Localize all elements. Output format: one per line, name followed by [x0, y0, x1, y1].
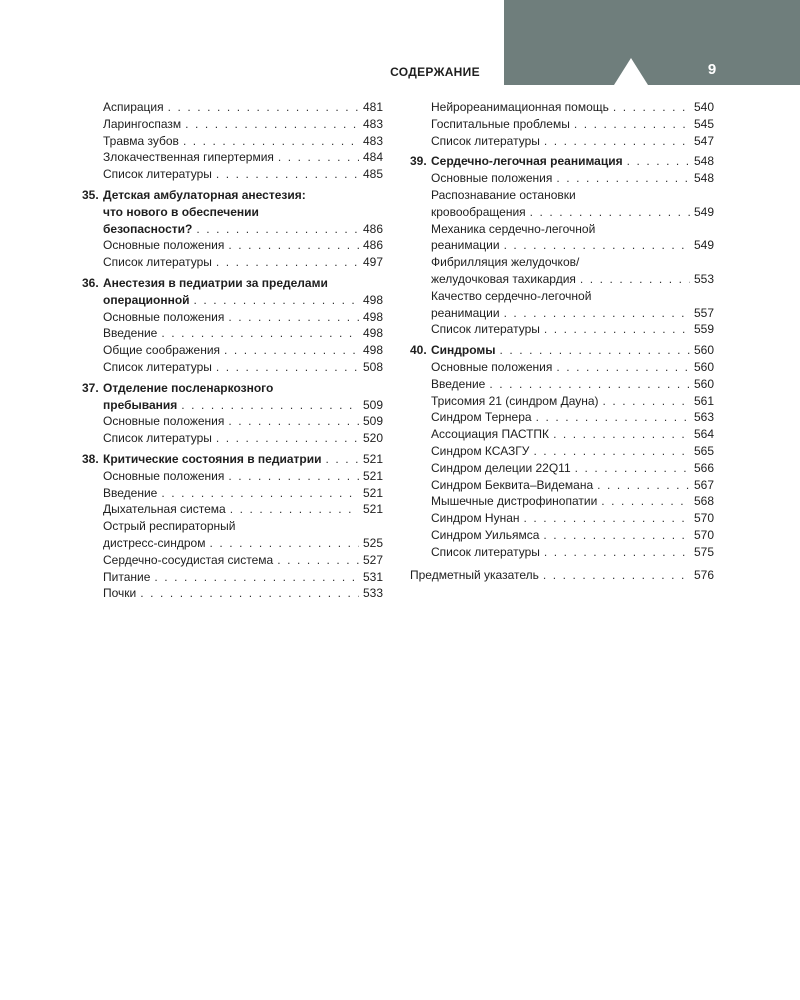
chapter-title-line: что нового в обеспечении	[103, 204, 259, 219]
header-triangle-notch	[614, 58, 648, 85]
toc-entry-neuro[interactable]	[410, 99, 714, 116]
chapter-number: 37.	[82, 380, 99, 395]
toc-entry-turner-syndrome[interactable]	[410, 409, 714, 426]
toc-entry-page: 498	[362, 309, 383, 324]
dot-leader	[489, 376, 690, 393]
dot-leader	[603, 393, 690, 410]
toc-entry-last-line	[410, 237, 714, 254]
header-band	[504, 0, 800, 85]
toc-entry-page: 521	[362, 468, 383, 483]
chapter-line-1	[82, 380, 383, 397]
chapter-title-line: Детская амбулаторная анестезия:	[103, 187, 306, 202]
toc-entry-label: Синдром Уильямса	[431, 527, 540, 542]
toc-entry-page: 527	[362, 552, 383, 567]
toc-entry-page: 576	[693, 567, 714, 582]
toc-entry-introduction[interactable]	[410, 376, 714, 393]
dot-leader	[228, 413, 359, 430]
chapter-line-1	[82, 187, 383, 204]
chapter-title-line: Отделение посленаркозного	[103, 380, 274, 395]
dot-leader	[543, 527, 690, 544]
toc-entry-page: 561	[693, 393, 714, 408]
dot-leader	[194, 292, 359, 309]
toc-entry-page: 570	[693, 527, 714, 542]
dot-leader	[154, 569, 359, 586]
toc-entry-hospital-problems[interactable]	[410, 116, 714, 133]
toc-entry-references[interactable]	[410, 544, 714, 561]
toc-entry-page: 564	[693, 427, 714, 442]
dot-leader	[544, 321, 690, 338]
chapter-last-line	[82, 397, 383, 414]
toc-entry-label: Почки	[103, 586, 137, 601]
toc-entry-page: 525	[362, 535, 383, 550]
toc-entry-page: 568	[693, 494, 714, 509]
toc-entry-label: Основные положения	[103, 414, 225, 429]
dot-leader	[627, 153, 690, 170]
chapter-title-line: безопасности?	[103, 221, 193, 236]
toc-entry-basics[interactable]	[410, 359, 714, 376]
toc-entry-page: 498	[362, 292, 383, 307]
toc-entry-introduction[interactable]	[82, 325, 383, 342]
toc-entry-label: Питание	[103, 569, 151, 584]
dot-leader	[325, 451, 359, 468]
toc-entry-dystrophinopathies[interactable]	[410, 493, 714, 510]
toc-entry-vacterl[interactable]	[410, 426, 714, 443]
toc-entry-label: Синдром Тернера	[431, 410, 532, 425]
toc-entry-last-line	[82, 535, 383, 552]
toc-entry-label: Предметный указатель	[410, 567, 539, 582]
toc-entry-noonan-syndrome[interactable]	[410, 510, 714, 527]
toc-entry-label: Синдром Нунан	[431, 511, 520, 526]
toc-entry-label: Список литературы	[103, 167, 212, 182]
toc-entry-laryngospasm[interactable]	[82, 116, 383, 133]
toc-entry-nutrition[interactable]	[82, 569, 383, 586]
toc-entry-williams-syndrome[interactable]	[410, 527, 714, 544]
toc-entry-label: Список литературы	[103, 359, 212, 374]
dot-leader	[140, 585, 359, 602]
toc-left-column	[82, 99, 383, 602]
toc-entry-page: 560	[693, 343, 714, 358]
toc-entry-page: 481	[362, 100, 383, 114]
toc-entry-page: 565	[693, 443, 714, 458]
toc-entry-label: Введение	[103, 326, 158, 341]
section-title: СОДЕРЖАНИЕ	[390, 65, 480, 79]
toc-entry-label: Злокачественная гипертермия	[103, 150, 274, 165]
toc-entry-label: Синдром Беквита–Видемана	[431, 477, 594, 492]
dot-leader	[556, 170, 690, 187]
toc-entry-label-line: желудочковая тахикардия	[431, 271, 576, 286]
toc-entry-page: 483	[362, 133, 383, 148]
dot-leader	[185, 116, 359, 133]
chapter-title: Критические состояния в педиатрии	[103, 451, 322, 466]
toc-entry-aspiration[interactable]	[82, 99, 383, 116]
chapter-title: Сердечно-легочная реанимация	[431, 154, 623, 169]
chapter-number: 35.	[82, 187, 99, 202]
toc-entry-page: 498	[362, 326, 383, 341]
chapter-title: Синдромы	[431, 343, 496, 358]
toc-entry-last-line	[410, 204, 714, 221]
toc-entry-references[interactable]	[82, 166, 383, 183]
dot-leader	[504, 237, 690, 254]
dot-leader	[536, 409, 690, 426]
toc-entry-page: 509	[362, 397, 383, 412]
chapter-number: 36.	[82, 275, 99, 290]
toc-entry-last-line	[410, 305, 714, 322]
toc-entry-label-line: Качество сердечно-легочной	[431, 288, 592, 303]
chapter-line-1	[82, 275, 383, 292]
toc-chapter-35[interactable]	[82, 187, 383, 237]
toc-entry-page: 575	[693, 544, 714, 559]
toc-entry-page: 509	[362, 414, 383, 429]
toc-entry-references[interactable]	[82, 430, 383, 447]
toc-entry-down-syndrome[interactable]	[410, 393, 714, 410]
toc-entry-introduction[interactable]	[82, 485, 383, 502]
toc-entry-label: Синдром делеции 22Q11	[431, 460, 571, 475]
toc-entry-label: Синдром КСАЗГУ	[431, 443, 530, 458]
toc-entry-page: 484	[362, 150, 383, 165]
dot-leader	[543, 567, 690, 584]
dot-leader	[196, 221, 359, 238]
dot-leader	[544, 544, 690, 561]
dot-leader	[161, 325, 359, 342]
toc-chapter-38[interactable]	[82, 451, 383, 468]
toc-entry-page: 566	[693, 460, 714, 475]
toc-entry-label: Основные положения	[103, 309, 225, 324]
toc-entry-label-line: Острый респираторный	[103, 519, 236, 534]
chapter-number: 40.	[410, 343, 427, 358]
toc-entry-cardiovascular[interactable]	[82, 552, 383, 569]
toc-entry-page: 485	[362, 167, 383, 182]
toc-entry-label: Введение	[103, 485, 158, 500]
toc-entry-page: 521	[362, 502, 383, 517]
toc-entry-dental-trauma[interactable]	[82, 133, 383, 150]
chapter-number: 39.	[410, 154, 427, 169]
toc-entry-references[interactable]	[410, 133, 714, 150]
toc-entry-page: 563	[693, 410, 714, 425]
toc-entry-basics[interactable]	[410, 170, 714, 187]
toc-entry-page: 540	[693, 100, 714, 114]
toc-entry-page: 560	[693, 359, 714, 374]
dot-leader	[580, 271, 690, 288]
toc-entry-page: 547	[693, 133, 714, 148]
dot-leader	[216, 430, 359, 447]
dot-leader	[216, 359, 359, 376]
dot-leader	[597, 477, 690, 494]
toc-entry-label: Список литературы	[431, 322, 540, 337]
chapter-number: 38.	[82, 451, 99, 466]
toc-entry-subject-index[interactable]	[410, 567, 714, 584]
chapter-title-line: Анестезия в педиатрии за пределами	[103, 275, 328, 290]
toc-entry-references[interactable]	[82, 254, 383, 271]
toc-entry-malignant-hyperthermia[interactable]	[82, 149, 383, 166]
toc-entry-arrest-recognition[interactable]	[410, 187, 714, 221]
dot-leader	[504, 305, 690, 322]
toc-entry-label: Травма зубов	[103, 133, 179, 148]
toc-entry-label-line: Фибрилляция желудочков/	[431, 255, 580, 270]
toc-entry-cpr-mechanics[interactable]	[410, 221, 714, 255]
toc-entry-label: Список литературы	[103, 255, 212, 270]
toc-chapter-37[interactable]	[82, 380, 383, 414]
toc-entry-charge-syndrome[interactable]	[410, 443, 714, 460]
toc-entry-page: 486	[362, 221, 383, 236]
toc-chapter-36[interactable]	[82, 275, 383, 309]
dot-leader	[224, 342, 359, 359]
toc-entry-page: 533	[362, 586, 383, 601]
dot-leader	[161, 485, 359, 502]
dot-leader	[613, 99, 690, 116]
toc-entry-label: Общие соображения	[103, 343, 221, 358]
dot-leader	[216, 254, 359, 271]
dot-leader	[575, 460, 690, 477]
toc-entry-22q11-deletion[interactable]	[410, 460, 714, 477]
toc-entry-basics[interactable]	[82, 237, 383, 254]
toc-entry-label: Ассоциация ПАСТПК	[431, 427, 550, 442]
toc-entry-page: 570	[693, 511, 714, 526]
toc-entry-ards[interactable]	[82, 518, 383, 552]
toc-entry-label: Введение	[431, 376, 486, 391]
dot-leader	[533, 443, 690, 460]
dot-leader	[556, 359, 690, 376]
dot-leader	[228, 237, 359, 254]
toc-entry-kidneys[interactable]	[82, 585, 383, 602]
toc-entry-page: 520	[362, 431, 383, 446]
dot-leader	[209, 535, 358, 552]
toc-entry-respiratory-system[interactable]	[82, 501, 383, 518]
toc-entry-label-line: реанимации	[431, 238, 500, 253]
toc-entry-page: 521	[362, 485, 383, 500]
dot-leader	[574, 116, 690, 133]
dot-leader	[278, 149, 359, 166]
toc-entry-page: 486	[362, 238, 383, 253]
toc-entry-label: Список литературы	[431, 133, 540, 148]
toc-right-column	[410, 99, 714, 583]
toc-entry-label: Трисомия 21 (синдром Дауна)	[431, 393, 599, 408]
toc-chapter-39[interactable]	[410, 153, 714, 170]
toc-entry-label: Нейрореанимационная помощь	[431, 100, 609, 114]
chapter-title-line: пребывания	[103, 397, 178, 412]
dot-leader	[168, 99, 359, 116]
toc-entry-page: 545	[693, 116, 714, 131]
toc-entry-vf-vt[interactable]	[410, 254, 714, 288]
dot-leader	[181, 397, 359, 414]
toc-entry-label: Список литературы	[431, 544, 540, 559]
toc-entry-last-line	[410, 271, 714, 288]
toc-entry-label: Основные положения	[431, 171, 553, 186]
toc-entry-page: 498	[362, 343, 383, 358]
dot-leader	[228, 468, 359, 485]
toc-entry-label: Список литературы	[103, 431, 212, 446]
toc-entry-label-line: кровообращения	[431, 204, 526, 219]
chapter-last-line	[82, 221, 383, 238]
toc-entry-general-considerations[interactable]	[82, 342, 383, 359]
dot-leader	[216, 166, 359, 183]
toc-entry-page: 483	[362, 116, 383, 131]
toc-entry-page: 548	[693, 154, 714, 169]
toc-entry-label: Дыхательная система	[103, 502, 226, 517]
toc-entry-basics[interactable]	[82, 309, 383, 326]
dot-leader	[530, 204, 690, 221]
toc-entry-page: 567	[693, 477, 714, 492]
toc-entry-basics[interactable]	[82, 468, 383, 485]
toc-entry-label-line: реанимации	[431, 305, 500, 320]
dot-leader	[183, 133, 359, 150]
dot-leader	[601, 493, 690, 510]
page-number: 9	[707, 61, 717, 78]
toc-entry-label: Сердечно-сосудистая система	[103, 552, 274, 567]
toc-entry-page: 557	[693, 305, 714, 320]
chapter-last-line	[82, 292, 383, 309]
toc-entry-page: 559	[693, 322, 714, 337]
dot-leader	[230, 501, 359, 518]
toc-entry-page: 560	[693, 376, 714, 391]
toc-entry-references[interactable]	[82, 359, 383, 376]
dot-leader	[544, 133, 690, 150]
toc-entry-page: 497	[362, 255, 383, 270]
toc-entry-page: 531	[362, 569, 383, 584]
toc-entry-references[interactable]	[410, 321, 714, 338]
dot-leader	[524, 510, 690, 527]
toc-entry-page: 549	[693, 238, 714, 253]
toc-entry-page: 508	[362, 359, 383, 374]
chapter-title-line: операционной	[103, 292, 190, 307]
toc-entry-cpr-quality[interactable]	[410, 288, 714, 322]
dot-leader	[500, 342, 690, 359]
toc-entry-basics[interactable]	[82, 413, 383, 430]
toc-entry-label: Ларингоспазм	[103, 116, 182, 131]
toc-entry-page: 549	[693, 204, 714, 219]
toc-entry-page: 553	[693, 271, 714, 286]
toc-entry-label-line: Распознавание остановки	[431, 187, 576, 202]
toc-entry-label-line: Механика сердечно-легочной	[431, 221, 596, 236]
toc-entry-label: Мышечные дистрофинопатии	[431, 494, 598, 509]
toc-entry-label: Аспирация	[103, 100, 164, 114]
toc-entry-label: Госпитальные проблемы	[431, 116, 570, 131]
toc-entry-page: 548	[693, 171, 714, 186]
toc-entry-page: 521	[362, 451, 383, 466]
dot-leader	[228, 309, 359, 326]
toc-entry-label: Основные положения	[431, 359, 553, 374]
toc-entry-label: Основные положения	[103, 468, 225, 483]
toc-chapter-40[interactable]	[410, 342, 714, 359]
toc-entry-beckwith-wiedemann[interactable]	[410, 477, 714, 494]
toc-entry-label-line: дистресс-синдром	[103, 535, 206, 550]
toc-entry-label: Основные положения	[103, 238, 225, 253]
dot-leader	[553, 426, 690, 443]
dot-leader	[277, 552, 359, 569]
